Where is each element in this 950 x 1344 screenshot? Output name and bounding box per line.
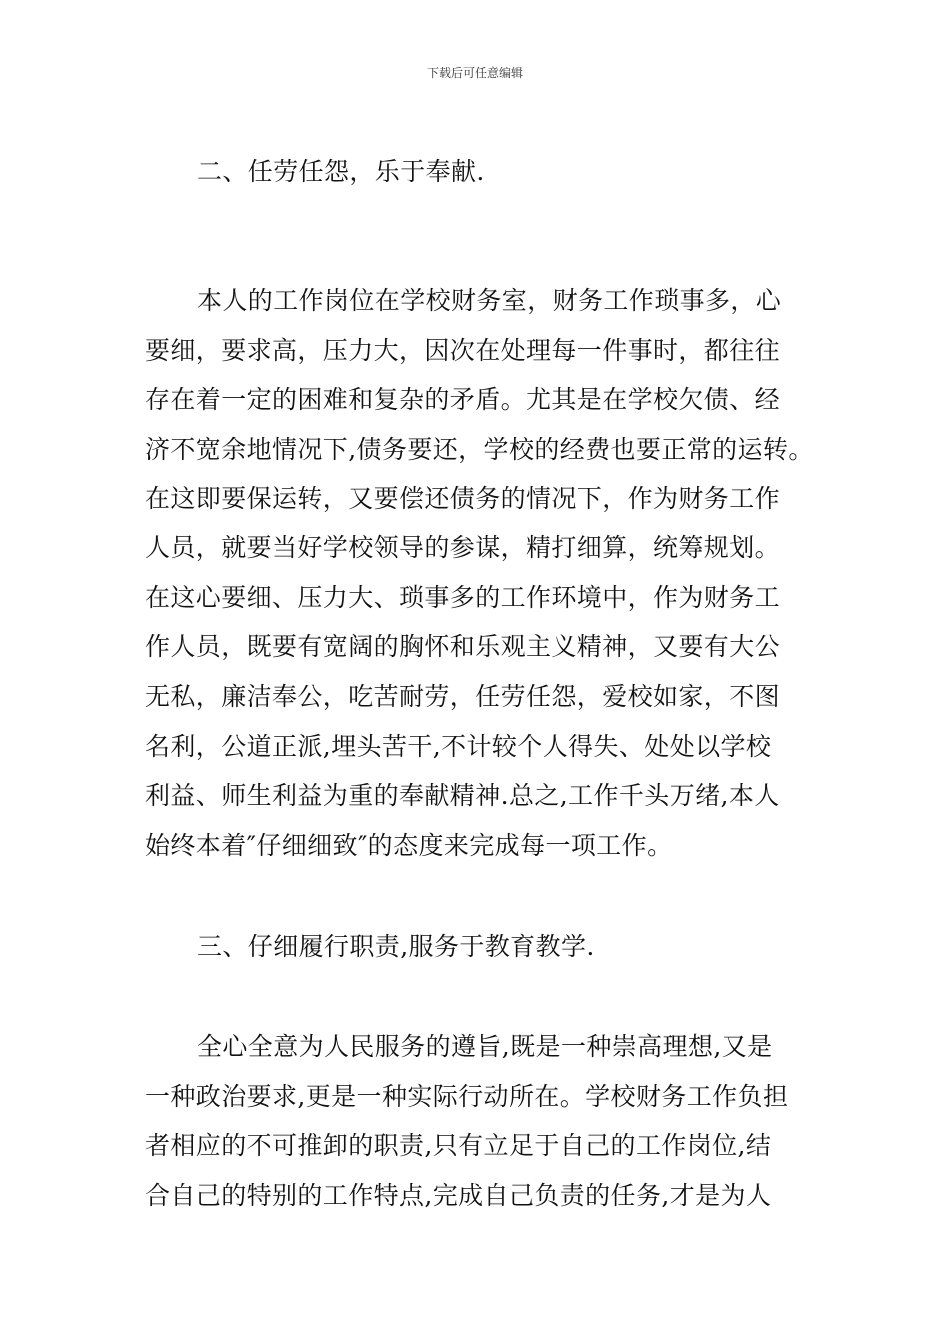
paragraph-line: 全心全意为人民服务的遵旨,既是一种崇高理想,又是 xyxy=(197,1032,773,1061)
paragraph-line: 本人的工作岗位在学校财务室，财务工作琐事多，心 xyxy=(197,286,782,315)
paragraph-line: 作人员，既要有宽阔的胸怀和乐观主义精神，又要有大公 xyxy=(145,632,781,661)
paragraph-line: 名利，公道正派,埋头苦干,不计较个人得失、处处以学校 xyxy=(145,732,772,761)
paragraph-line: 一种政治要求,更是一种实际行动所在。学校财务工作负担 xyxy=(145,1082,789,1111)
section-heading-2: 二、任劳任怨，乐于奉献. xyxy=(197,157,485,186)
page-header: 下载后可任意编辑 xyxy=(426,66,523,80)
paragraph-line: 在这心要细、压力大、琐事多的工作环境中，作为财务工 xyxy=(145,583,781,612)
section-heading-3: 三、仔细履行职责,服务于教育教学. xyxy=(197,932,595,961)
paragraph-line: 始终本着″仔细细致″的态度来完成每一项工作。 xyxy=(145,831,673,860)
paragraph-line: 合自己的特别的工作特点,完成自己负责的任务,才是为人 xyxy=(145,1181,772,1210)
paragraph-line: 济不宽余地情况下,债务要还，学校的经费也要正常的运转。 xyxy=(145,435,814,464)
paragraph-line: 要细，要求高，压力大，因次在处理每一件事时，都往往 xyxy=(145,336,781,365)
paragraph-line: 无私，廉洁奉公，吃苦耐劳，任劳任怨，爱校如家，不图 xyxy=(145,682,781,711)
paragraph-line: 利益、师生利益为重的奉献精神.总之,工作千头万绪,本人 xyxy=(145,781,780,810)
paragraph-line: 者相应的不可推卸的职责,只有立足于自己的工作岗位,结 xyxy=(145,1131,772,1160)
paragraph-line: 人员，就要当好学校领导的参谋，精打细算，统筹规划。 xyxy=(145,533,781,562)
paragraph-line: 存在着一定的困难和复杂的矛盾。尤其是在学校欠债、经 xyxy=(145,385,781,414)
paragraph-line: 在这即要保运转，又要偿还债务的情况下，作为财务工作 xyxy=(145,484,781,513)
